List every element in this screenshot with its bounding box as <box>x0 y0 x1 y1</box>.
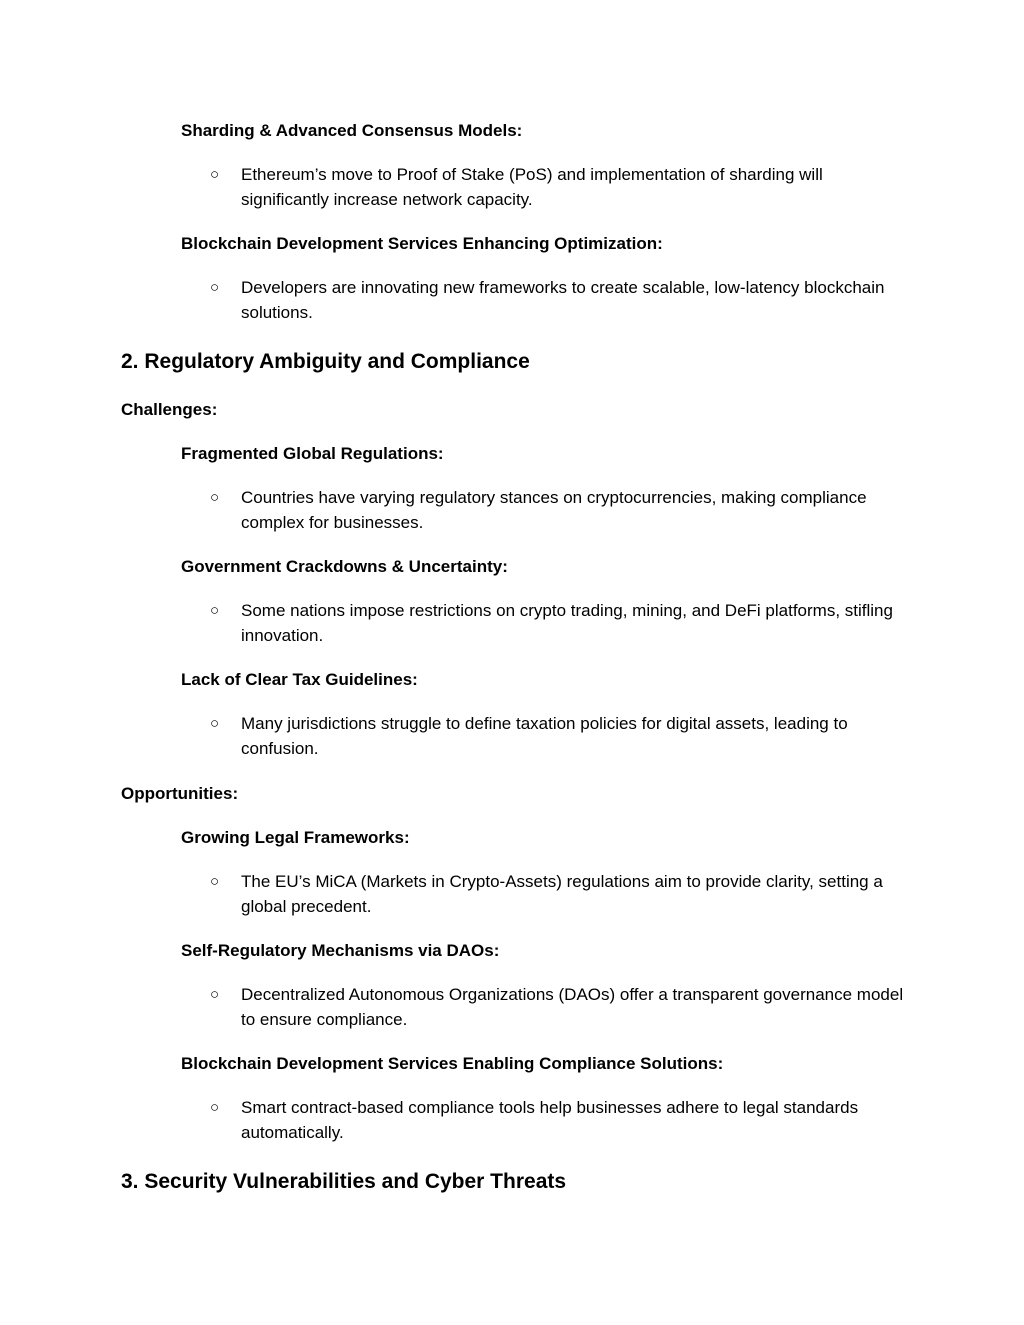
hollow-circle-bullet-icon: ○ <box>210 873 220 890</box>
subheading-daos: Self-Regulatory Mechanisms via DAOs: <box>181 941 500 960</box>
bullet-text: Some nations impose restrictions on crypto trading, mining, and DeFi platforms, stifling innovation. <box>241 601 893 645</box>
label-opportunities: Opportunities: <box>121 784 239 803</box>
hollow-circle-bullet-icon: ○ <box>210 489 220 506</box>
subheading-fragmented-regulations: Fragmented Global Regulations: <box>181 444 444 463</box>
section-heading-security: 3. Security Vulnerabilities and Cyber Threats <box>121 1170 567 1193</box>
subheading-government-crackdowns: Government Crackdowns & Uncertainty: <box>181 557 508 576</box>
subheading-legal-frameworks: Growing Legal Frameworks: <box>181 828 410 847</box>
label-challenges: Challenges: <box>121 400 218 419</box>
subheading-optimization: Blockchain Development Services Enhancing Optimization: <box>181 234 663 253</box>
hollow-circle-bullet-icon: ○ <box>210 166 220 183</box>
subheading-sharding: Sharding & Advanced Consensus Models: <box>181 121 523 140</box>
bullet-text: Ethereum’s move to Proof of Stake (PoS) and implementation of sharding will significantly increase network capacity. <box>241 165 823 209</box>
hollow-circle-bullet-icon: ○ <box>210 715 220 732</box>
bullet-text: Many jurisdictions struggle to define taxation policies for digital assets, leading to confusion. <box>241 714 848 758</box>
hollow-circle-bullet-icon: ○ <box>210 986 220 1003</box>
hollow-circle-bullet-icon: ○ <box>210 1099 220 1116</box>
bullet-text: Smart contract-based compliance tools help businesses adhere to legal standards automatically. <box>241 1098 859 1142</box>
subheading-compliance-solutions: Blockchain Development Services Enabling Compliance Solutions: <box>181 1054 724 1073</box>
bullet-text: Countries have varying regulatory stances on cryptocurrencies, making compliance complex for businesses. <box>241 488 867 532</box>
bullet-text: Decentralized Autonomous Organizations (DAOs) offer a transparent governance model to ensure compliance. <box>241 985 904 1029</box>
hollow-circle-bullet-icon: ○ <box>210 279 220 296</box>
bullet-text: Developers are innovating new frameworks to create scalable, low-latency blockchain solutions. <box>241 278 885 322</box>
subheading-tax-guidelines: Lack of Clear Tax Guidelines: <box>181 670 418 689</box>
section-heading-regulatory: 2. Regulatory Ambiguity and Compliance <box>121 350 530 373</box>
bullet-text: The EU’s MiCA (Markets in Crypto-Assets) regulations aim to provide clarity, setting a global precedent. <box>241 872 883 916</box>
hollow-circle-bullet-icon: ○ <box>210 602 220 619</box>
